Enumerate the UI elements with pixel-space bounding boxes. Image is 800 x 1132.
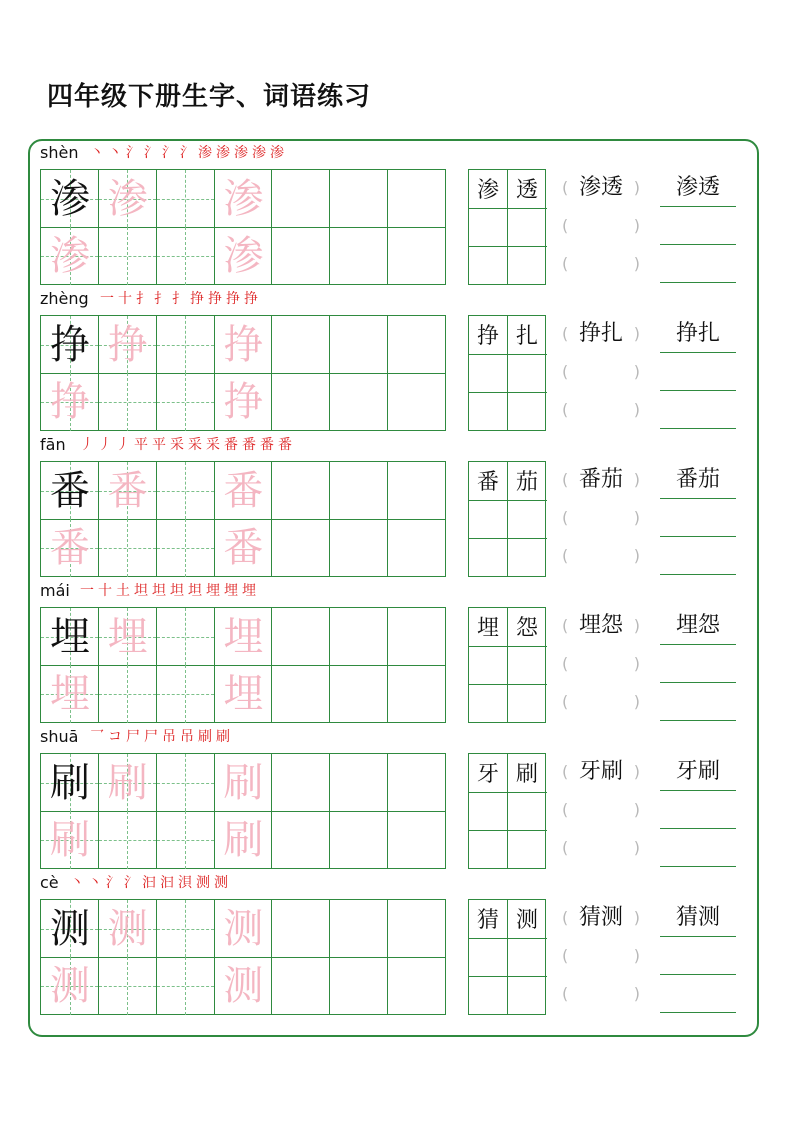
underline-blank[interactable] [660,537,736,575]
writing-cell[interactable] [330,900,388,958]
paren-blank[interactable]: ( ) [562,362,640,381]
stroke-step: 尸 [126,729,140,745]
writing-cell[interactable] [272,316,330,374]
stroke-step: 氵 [144,145,158,161]
writing-cell[interactable] [388,608,446,666]
writing-cell[interactable] [41,170,99,228]
trace-character: 刷 [223,817,264,863]
stroke-step: 扌 [172,291,186,307]
stroke-step: 一 [100,291,114,307]
underline-blank[interactable] [660,683,736,721]
writing-cell[interactable] [157,811,215,869]
stroke-step: 氵 [180,145,194,161]
word-cell[interactable] [469,500,508,539]
stroke-step: 刷 [216,729,230,745]
writing-cell[interactable] [388,811,446,869]
word-cell[interactable] [469,354,508,393]
model-character: 渗 [50,176,90,222]
word-cell[interactable] [508,684,547,723]
word-cell[interactable]: 挣 [469,316,508,355]
trace-character: 测 [50,963,90,1009]
writing-cell[interactable] [272,227,330,285]
underline-blank[interactable]: 牙刷 [660,753,736,791]
pinyin-label: cè [40,873,59,892]
word-cell[interactable]: 茄 [508,462,547,501]
stroke-step: 尸 [144,729,158,745]
stroke-step: 坦 [134,583,148,599]
trace-character: 挣 [223,379,264,425]
writing-cell[interactable] [214,754,272,812]
underline-blank[interactable]: 埋怨 [660,607,736,645]
writing-cell[interactable] [99,170,157,228]
writing-cell[interactable] [330,373,388,431]
stroke-step: 挣 [244,291,258,307]
word-cell[interactable] [508,830,547,869]
trace-character: 挣 [107,322,148,368]
paren-blank[interactable]: ( ) 番茄 [562,461,640,499]
word-cell[interactable] [508,354,547,393]
pinyin-label: shuā [40,727,79,746]
writing-cell[interactable] [214,170,272,228]
stroke-order [80,435,292,455]
trace-character: 渗 [223,233,264,279]
word-cell[interactable] [469,246,508,285]
model-character: 番 [50,468,90,514]
word-cell[interactable] [508,938,547,977]
writing-cell[interactable] [388,316,446,374]
word-grid [468,461,546,577]
paren-blank[interactable]: ( ) [562,800,640,819]
writing-cell[interactable] [388,957,446,1015]
stroke-step: 番 [260,437,274,453]
stroke-step: 十 [118,291,132,307]
stroke-step: 一 [80,583,94,599]
paren-blank[interactable]: ( ) 牙刷 [562,753,640,791]
underline-blank[interactable]: 猜测 [660,899,736,937]
stroke-step: 测 [196,875,210,891]
paren-blank[interactable]: ( ) [562,984,640,1003]
stroke-step: 番 [278,437,292,453]
writing-cell[interactable] [214,462,272,520]
writing-cell[interactable] [214,665,272,723]
writing-cell[interactable] [272,754,330,812]
stroke-step: 采 [188,437,202,453]
stroke-step: 挣 [190,291,204,307]
writing-cell[interactable] [99,519,157,577]
trace-character: 番 [107,468,148,514]
character-grid [40,607,446,723]
word-cell[interactable]: 测 [508,900,547,939]
paren-blank[interactable]: ( ) [562,508,640,527]
writing-cell[interactable] [41,462,99,520]
stroke-order [80,581,256,601]
writing-cell[interactable] [99,316,157,374]
paren-blank[interactable]: ( ) [562,546,640,565]
writing-cell[interactable] [388,170,446,228]
stroke-step: 丶 [90,145,104,161]
word-cell[interactable] [508,538,547,577]
character-grid [40,461,446,577]
word-grid [468,753,546,869]
stroke-step: 丶 [70,875,84,891]
underline-blank[interactable] [660,829,736,867]
paren-blank[interactable]: ( ) 挣扎 [562,315,640,353]
paren-blank[interactable]: ( ) 渗透 [562,169,640,207]
paren-word: 埋怨 [578,613,623,638]
writing-cell[interactable] [330,754,388,812]
model-character: 挣 [50,322,90,368]
stroke-step: 乛 [90,729,104,745]
underline-blank[interactable] [660,791,736,829]
stroke-step: 平 [152,437,166,453]
trace-character: 埋 [223,614,264,660]
paren-word: 渗透 [578,175,623,200]
writing-cell[interactable] [330,462,388,520]
writing-cell[interactable] [157,462,215,520]
stroke-step: 坦 [170,583,184,599]
writing-cell[interactable] [99,462,157,520]
stroke-step: 扌 [154,291,168,307]
writing-cell[interactable] [388,900,446,958]
underline-blank[interactable] [660,391,736,429]
writing-cell[interactable] [99,665,157,723]
writing-cell[interactable] [388,373,446,431]
underline-blank[interactable] [660,499,736,537]
word-cell[interactable] [469,938,508,977]
writing-cell[interactable] [214,957,272,1015]
underline-blank[interactable]: 渗透 [660,169,736,207]
stroke-step: 坦 [152,583,166,599]
stroke-step: 氵 [106,875,120,891]
stroke-step: 氵 [124,875,138,891]
word-cell[interactable] [469,684,508,723]
page-title: 四年级下册生字、词语练习 [47,82,372,112]
word-cell[interactable]: 透 [508,170,547,209]
practice-row [40,435,750,581]
writing-cell[interactable] [330,665,388,723]
stroke-step: 番 [224,437,238,453]
stroke-step: 刷 [198,729,212,745]
word-cell[interactable] [508,392,547,431]
trace-character: 番 [223,468,264,514]
stroke-step: 丶 [108,145,122,161]
stroke-step: 丿 [98,437,112,453]
trace-character: 挣 [50,379,90,425]
writing-cell[interactable] [272,608,330,666]
stroke-step: 氵 [162,145,176,161]
writing-cell[interactable] [99,957,157,1015]
writing-cell[interactable] [214,373,272,431]
writing-cell[interactable] [99,227,157,285]
model-character: 测 [50,906,90,952]
paren-word: 牙刷 [578,759,623,784]
word-cell[interactable]: 番 [469,462,508,501]
writing-cell[interactable] [214,227,272,285]
stroke-step: 平 [134,437,148,453]
writing-cell[interactable] [41,900,99,958]
word-cell[interactable] [469,792,508,831]
writing-cell[interactable] [330,227,388,285]
stroke-step: 吊 [162,729,176,745]
writing-cell[interactable] [330,811,388,869]
underline-blank[interactable] [660,207,736,245]
word-cell[interactable]: 猜 [469,900,508,939]
writing-cell[interactable] [272,519,330,577]
underline-blank[interactable] [660,645,736,683]
word-cell[interactable] [508,246,547,285]
stroke-order [70,873,228,893]
stroke-step: 渗 [216,145,230,161]
underline-blank[interactable] [660,937,736,975]
word-cell[interactable]: 埋 [469,608,508,647]
pinyin-label: shèn [40,143,79,162]
paren-blank[interactable]: ( ) [562,654,640,673]
writing-cell[interactable] [388,754,446,812]
trace-character: 测 [223,963,264,1009]
character-grid [40,315,446,431]
word-grid [468,607,546,723]
paren-blank[interactable]: ( ) [562,838,640,857]
trace-character: 刷 [107,760,148,806]
stroke-step: 土 [116,583,130,599]
pinyin-label: mái [40,581,70,600]
writing-cell[interactable] [388,519,446,577]
writing-cell[interactable] [157,900,215,958]
word-grid [468,899,546,1015]
stroke-step: 坦 [188,583,202,599]
paren-blank[interactable]: ( ) 猜测 [562,899,640,937]
practice-row [40,143,750,289]
writing-cell[interactable] [41,754,99,812]
stroke-step: 挣 [208,291,222,307]
word-cell[interactable]: 刷 [508,754,547,793]
word-cell[interactable] [508,976,547,1015]
writing-cell[interactable] [214,519,272,577]
writing-cell[interactable] [272,170,330,228]
stroke-step: 汩 [142,875,156,891]
underline-blank[interactable] [660,975,736,1013]
word-cell[interactable]: 怨 [508,608,547,647]
writing-cell[interactable] [157,170,215,228]
word-cell[interactable] [469,646,508,685]
stroke-step: 埋 [206,583,220,599]
writing-cell[interactable] [388,462,446,520]
pinyin-label: fān [40,435,66,454]
writing-cell[interactable] [272,957,330,1015]
stroke-step: 挣 [226,291,240,307]
writing-cell[interactable] [388,227,446,285]
writing-cell[interactable] [388,665,446,723]
underline-blank[interactable]: 番茄 [660,461,736,499]
trace-character: 刷 [223,760,264,806]
trace-character: 刷 [50,817,90,863]
underline-blank[interactable]: 挣扎 [660,315,736,353]
word-grid [468,315,546,431]
writing-cell[interactable] [157,519,215,577]
writing-cell[interactable] [157,665,215,723]
writing-cell[interactable] [99,373,157,431]
writing-cell[interactable] [272,462,330,520]
practice-row [40,581,750,727]
stroke-step: 番 [242,437,256,453]
writing-cell[interactable] [41,519,99,577]
stroke-step: 采 [170,437,184,453]
trace-character: 测 [223,906,264,952]
trace-character: 测 [107,906,148,952]
writing-cell[interactable] [157,957,215,1015]
underline-blank[interactable] [660,353,736,391]
paren-blank[interactable]: ( ) 埋怨 [562,607,640,645]
writing-cell[interactable] [41,316,99,374]
word-cell[interactable]: 牙 [469,754,508,793]
writing-cell[interactable] [99,754,157,812]
practice-row [40,289,750,435]
trace-character: 埋 [50,671,90,717]
word-cell[interactable] [469,208,508,247]
stroke-step: 汩 [160,875,174,891]
character-grid [40,753,446,869]
stroke-step: 丶 [88,875,102,891]
stroke-step: 吊 [180,729,194,745]
writing-cell[interactable] [41,665,99,723]
word-cell[interactable] [469,830,508,869]
writing-cell[interactable] [330,957,388,1015]
stroke-step: 丿 [116,437,130,453]
stroke-step: 渗 [234,145,248,161]
trace-character: 挣 [223,322,264,368]
paren-blank[interactable]: ( ) [562,400,640,419]
writing-cell[interactable] [99,900,157,958]
trace-character: 渗 [223,176,264,222]
writing-cell[interactable] [157,608,215,666]
writing-cell[interactable] [157,316,215,374]
paren-word: 猜测 [578,905,623,930]
writing-cell[interactable] [214,811,272,869]
practice-row [40,873,750,1019]
stroke-step: 采 [206,437,220,453]
writing-cell[interactable] [214,608,272,666]
word-cell[interactable] [508,500,547,539]
paren-blank[interactable]: ( ) [562,692,640,711]
stroke-step: 氵 [126,145,140,161]
trace-character: 番 [50,525,90,571]
trace-character: 埋 [223,671,264,717]
writing-cell[interactable] [41,957,99,1015]
stroke-step: 渗 [198,145,212,161]
paren-blank[interactable]: ( ) [562,216,640,235]
paren-word: 挣扎 [578,321,623,346]
trace-character: 埋 [107,614,148,660]
writing-cell[interactable] [41,373,99,431]
writing-cell[interactable] [99,811,157,869]
trace-character: 番 [223,525,264,571]
stroke-step: コ [108,729,122,745]
stroke-step: 渗 [270,145,284,161]
word-cell[interactable]: 扎 [508,316,547,355]
word-cell[interactable] [469,976,508,1015]
writing-cell[interactable] [330,170,388,228]
word-cell[interactable] [469,538,508,577]
model-character: 刷 [50,760,90,806]
writing-cell[interactable] [99,608,157,666]
paren-blank[interactable]: ( ) [562,254,640,273]
word-cell[interactable] [508,792,547,831]
stroke-step: 丿 [80,437,94,453]
stroke-step: 埋 [224,583,238,599]
word-grid [468,169,546,285]
writing-cell[interactable] [41,227,99,285]
stroke-order [90,727,230,747]
model-character: 埋 [50,614,90,660]
character-grid [40,899,446,1015]
stroke-step: 扌 [136,291,150,307]
stroke-step: 浿 [178,875,192,891]
word-cell[interactable] [508,208,547,247]
paren-word: 番茄 [578,467,623,492]
stroke-order [100,289,258,309]
writing-cell[interactable] [330,519,388,577]
stroke-step: 十 [98,583,112,599]
stroke-step: 渗 [252,145,266,161]
stroke-step: 测 [214,875,228,891]
practice-row [40,727,750,873]
underline-blank[interactable] [660,245,736,283]
word-cell[interactable] [469,392,508,431]
word-cell[interactable]: 渗 [469,170,508,209]
stroke-order [90,143,284,163]
writing-cell[interactable] [41,608,99,666]
writing-cell[interactable] [272,811,330,869]
character-grid [40,169,446,285]
paren-blank[interactable]: ( ) [562,946,640,965]
writing-cell[interactable] [157,227,215,285]
writing-cell[interactable] [157,373,215,431]
writing-cell[interactable] [214,316,272,374]
writing-cell[interactable] [157,754,215,812]
trace-character: 渗 [107,176,148,222]
pinyin-label: zhèng [40,289,89,308]
stroke-step: 埋 [242,583,256,599]
writing-cell[interactable] [272,900,330,958]
writing-cell[interactable] [272,665,330,723]
writing-cell[interactable] [41,811,99,869]
writing-cell[interactable] [330,316,388,374]
trace-character: 渗 [50,233,90,279]
word-cell[interactable] [508,646,547,685]
writing-cell[interactable] [214,900,272,958]
writing-cell[interactable] [330,608,388,666]
writing-cell[interactable] [272,373,330,431]
